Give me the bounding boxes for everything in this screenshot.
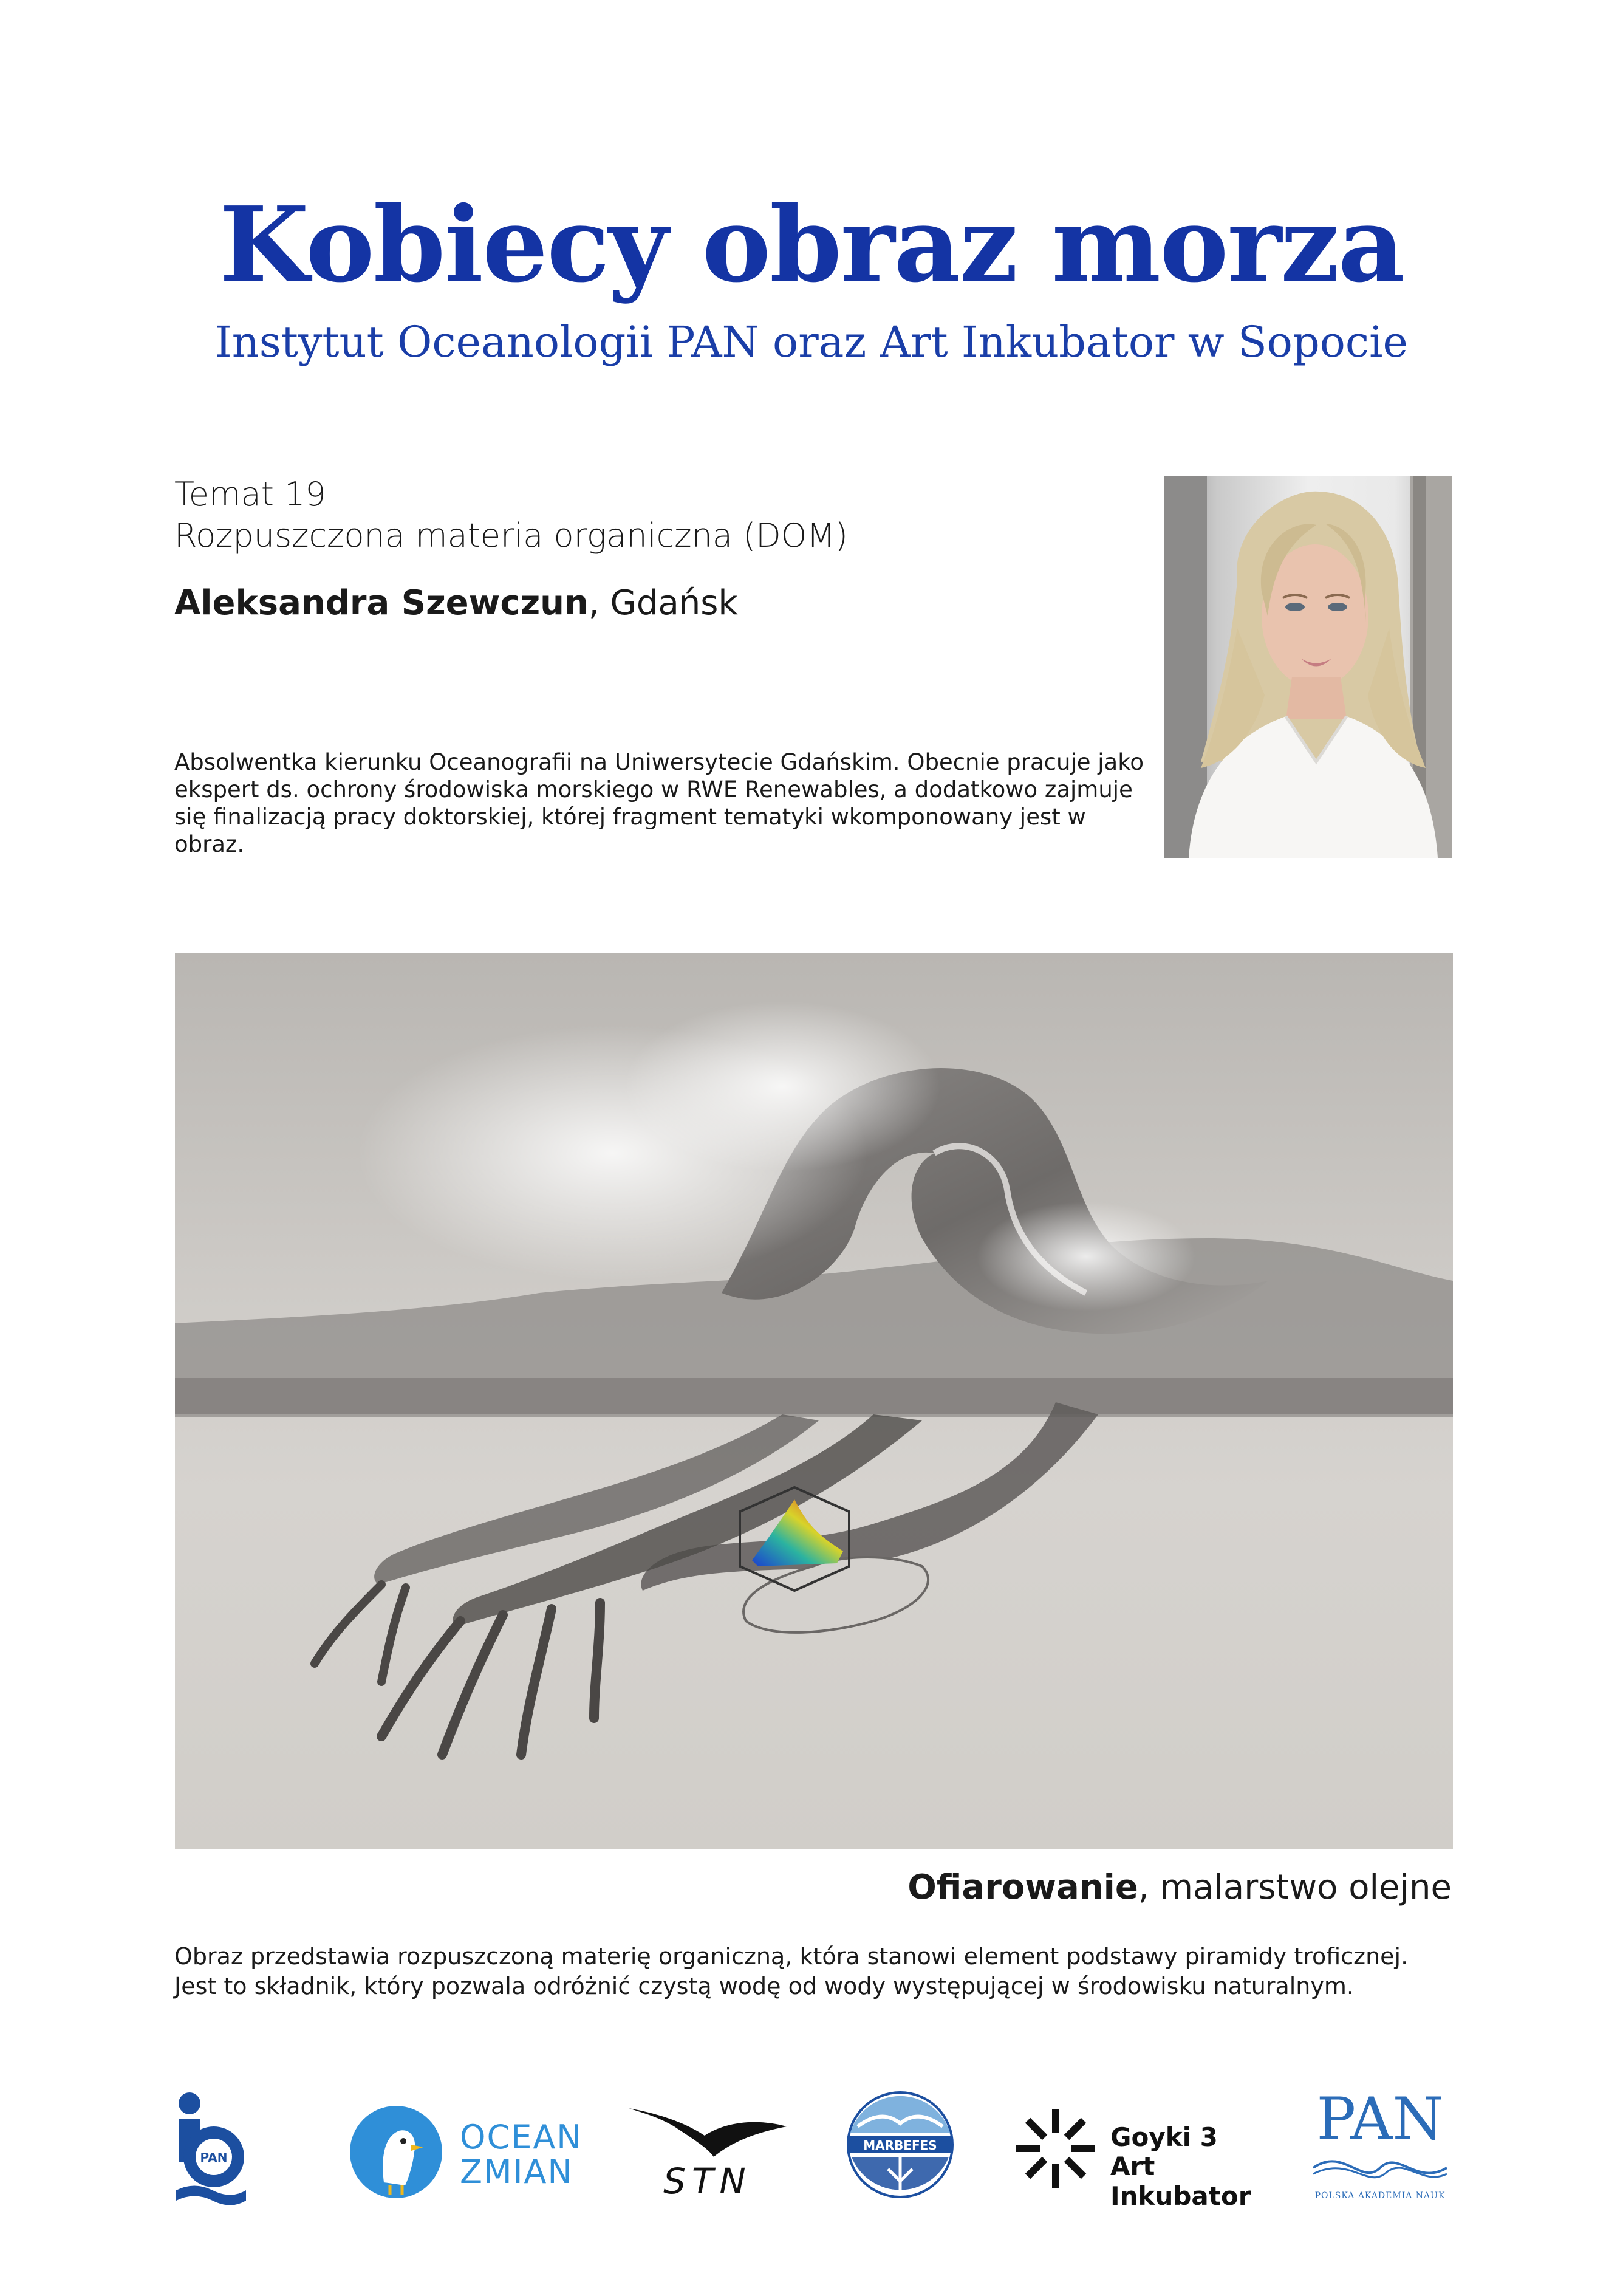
marbefes-label: MARBEFES bbox=[863, 2138, 937, 2153]
author-portrait bbox=[1164, 476, 1452, 858]
artwork-title: Ofiarowanie bbox=[907, 1868, 1138, 1907]
marbefes-logo bbox=[846, 2090, 955, 2199]
topic-block bbox=[174, 474, 848, 556]
artwork-technique: , malarstwo olejne bbox=[1138, 1868, 1452, 1907]
artwork-painting bbox=[175, 953, 1453, 1849]
portrait-illustration bbox=[1164, 476, 1452, 858]
goyki-label: Goyki 3 bbox=[1110, 2122, 1218, 2152]
goyki-logo bbox=[1013, 2106, 1293, 2211]
stn-logo bbox=[626, 2090, 790, 2199]
artwork-caption bbox=[907, 1868, 1452, 1907]
infinity-wave-icon bbox=[1307, 2150, 1453, 2186]
pan-logo bbox=[1307, 2085, 1453, 2212]
zmian-label: ZMIAN bbox=[460, 2152, 573, 2191]
author-line bbox=[174, 583, 738, 623]
sunburst-icon bbox=[1013, 2106, 1098, 2191]
stn-label: STN bbox=[663, 2161, 752, 2199]
poster-title: Kobiecy obraz morza bbox=[219, 184, 1404, 306]
ocean-zmian-logo bbox=[347, 2103, 583, 2207]
author-name: Aleksandra Szewczun bbox=[174, 583, 589, 623]
ocean-label: OCEAN bbox=[460, 2118, 583, 2156]
painting-illustration bbox=[175, 953, 1453, 1849]
topic-name: Rozpuszczona materia organiczna (DOM) bbox=[174, 516, 848, 555]
iopan-logo bbox=[170, 2090, 249, 2212]
pan-full-name: POLSKA AKADEMIA NAUK bbox=[1314, 2191, 1446, 2201]
iopan-label: PAN bbox=[200, 2150, 228, 2165]
seagull-icon bbox=[347, 2103, 445, 2201]
pan-label: PAN bbox=[1316, 2085, 1444, 2153]
topic-number: Temat 19 bbox=[174, 475, 326, 513]
poster-subtitle: Instytut Oceanologii PAN oraz Art Inkubator w Sopocie bbox=[215, 317, 1408, 367]
artwork-description: Obraz przedstawia rozpuszczoną materię organiczną, która stanowi element podstawy piramidy troficznej. Jest to składnik, który pozwala odróżnić czystą wodę od wody występującej w środowisku naturalnym. bbox=[174, 1943, 1409, 2000]
bird-icon bbox=[626, 2090, 790, 2199]
art-inkubator-label: Art Inkubator bbox=[1110, 2151, 1251, 2211]
author-city: , Gdańsk bbox=[588, 583, 738, 623]
author-bio: Absolwentka kierunku Oceanografii na Uniwersytecie Gdańskim. Obecnie pracuje jako ekspert ds. ochrony środowiska morskiego w RWE Renewables, a dodatkowo zajmuje się finalizacją pracy doktorskiej, której fragment tematyki wkomponowany jest w obraz. bbox=[174, 749, 1144, 858]
